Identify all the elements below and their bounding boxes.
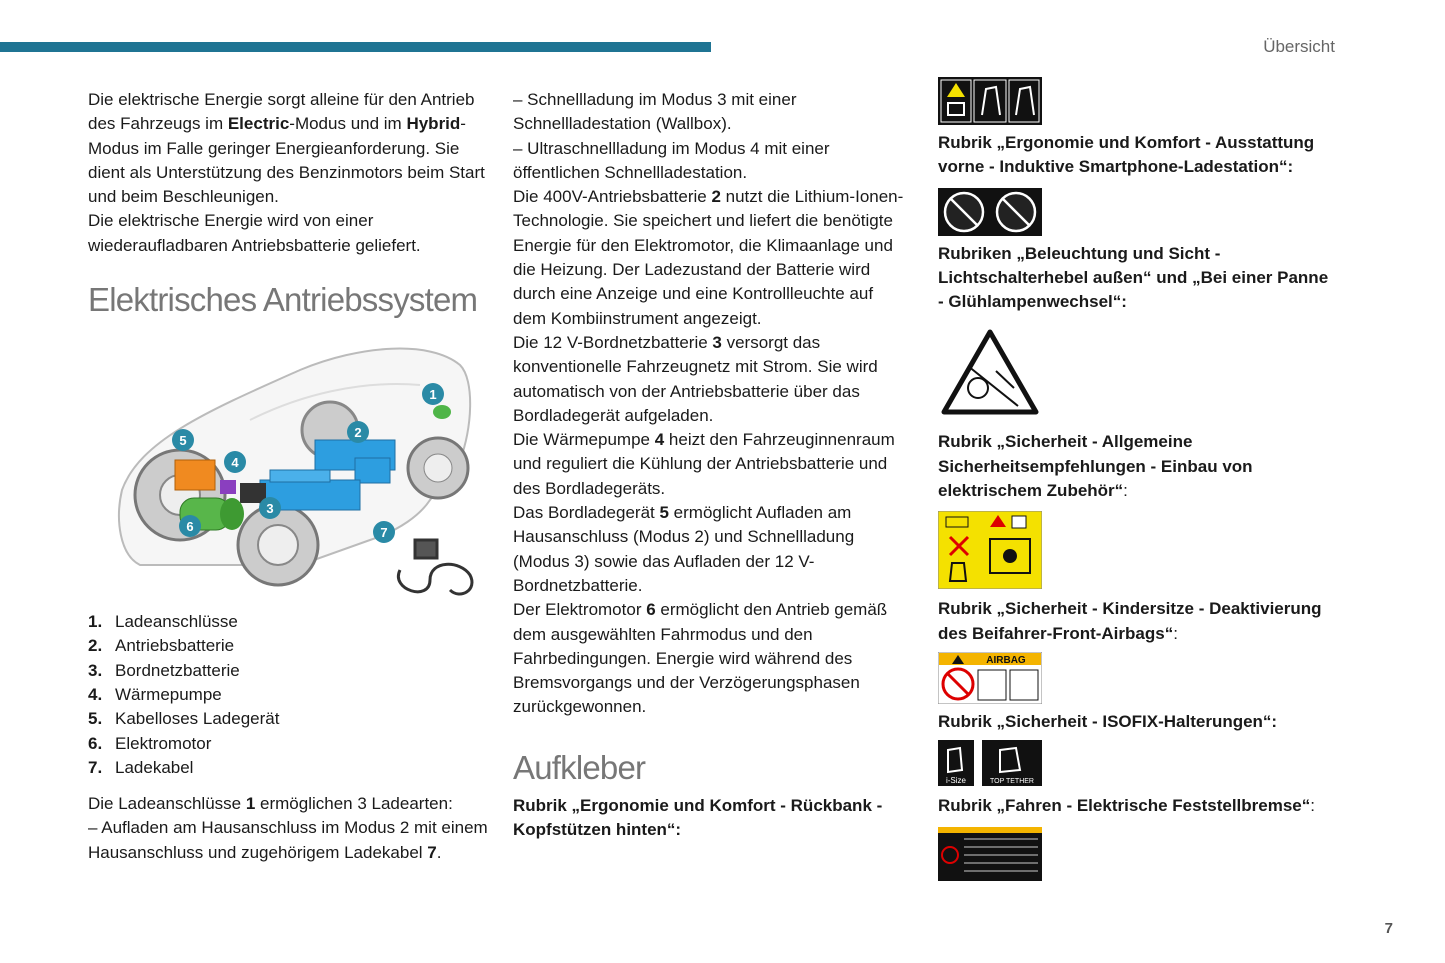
list-item: 7. Ladekabel — [88, 757, 194, 777]
intro-paragraph: Die elektrische Energie sorgt alleine für den Antrieb des Fahrzeugs im Electric-Modus und im Hybrid-Modus im Falle geringer Energieanforderung. Sie dient als Unterstützung des Benzinmotors beim Start und beim Beschleunigen. — [88, 90, 485, 207]
heat-pump-shape — [220, 480, 236, 494]
charging-mode-2: – Aufladen am Hausanschluss im Modus 2 mit einem Hausanschluss und zugehörigem Ladekabel 7. — [88, 818, 488, 862]
sticker-caption-lighting: Rubriken „Beleuchtung und Sicht - Lichtschalterhebel außen“ und „Bei einer Panne - Glühlampenwechsel“: — [938, 243, 1329, 312]
isofix-sticker — [938, 740, 1042, 786]
list-item: 6. Elektromotor — [88, 733, 212, 753]
paragraph-traction-battery: Die 400V-Antriebsbatterie 2 nutzt die Lithium-Ionen-Technologie. Sie speichert und liefert die benötigte Energie für den Elektromotor, die Klimaanlage und die Heizung. Der Ladezustand der Batterie wird durch eine Anzeige und eine Kontrollleuchte auf dem Kombiinstrument angezeigt. — [513, 187, 904, 328]
charge-port-shape — [433, 405, 451, 419]
sticker-caption-rear-headrests: Rubrik „Ergonomie und Komfort - Rückbank - Kopfstützen hinten“: — [513, 795, 883, 840]
paragraph-heat-pump: Die Wärmepumpe 4 heizt den Fahrzeuginnenraum und reguliert die Kühlung der Antriebsbatterie und des Bordladegeräts. — [513, 430, 895, 498]
airbag-label: AIRBAG — [986, 654, 1026, 666]
figure-marker-3: 3 — [266, 501, 274, 517]
page-number: 7 — [1384, 920, 1393, 937]
bulb-heat-warning-sticker — [938, 326, 1042, 422]
service-battery-shape — [240, 483, 266, 503]
list-item: 4. Wärmepumpe — [88, 684, 222, 704]
figure-marker-4: 4 — [231, 455, 239, 471]
charging-cable-shape — [398, 540, 472, 594]
headrest-warning-sticker — [938, 77, 1042, 125]
section-heading-drive-system: Elektrisches Antriebssystem — [88, 281, 478, 319]
no-objects-sticker — [938, 188, 1042, 236]
list-item: 5. Kabelloses Ladegerät — [88, 709, 280, 729]
charging-mode-4: – Ultraschnellladung im Modus 4 mit einer öffentlichen Schnellladestation. — [513, 138, 830, 182]
column-left — [88, 88, 488, 865]
electrical-accessory-warning-sticker — [938, 511, 1042, 589]
section-label: Übersicht — [1263, 37, 1335, 56]
figure-marker-5: 5 — [179, 433, 187, 449]
charging-mode-3: – Schnellladung im Modus 3 mit einer Schnellladestation (Wallbox). — [513, 90, 797, 134]
column-middle — [513, 88, 908, 842]
wheel-front-left-icon — [238, 505, 318, 585]
list-item: 1. Ladeanschlüsse — [88, 612, 238, 632]
column-right — [938, 77, 1338, 881]
component-list — [88, 610, 488, 780]
wheel-front-right-icon — [408, 438, 468, 498]
sticker-caption-parking-brake: Rubrik „Fahren - Elektrische Feststellbremse“: — [938, 796, 1315, 816]
list-item: 3. Bordnetzbatterie — [88, 660, 240, 680]
sticker-caption-electrical-accessories: Rubrik „Sicherheit - Allgemeine Sicherheitsempfehlungen - Einbau von elektrischem Zubehör“: — [938, 432, 1253, 501]
sticker-caption-airbag: Rubrik „Sicherheit - Kindersitze - Deaktivierung des Beifahrer-Front-Airbags“: — [938, 599, 1322, 643]
section-heading-stickers: Aufkleber — [513, 748, 646, 786]
drive-system-illustration — [100, 340, 480, 602]
charging-modes-intro: Die Ladeanschlüsse 1 ermöglichen 3 Ladearten: — [88, 794, 453, 814]
intro-paragraph-2: Die elektrische Energie wird von einer wiederaufladbaren Antriebsbatterie geliefert. — [88, 211, 421, 255]
sticker-caption-smartphone-charger: Rubrik „Ergonomie und Komfort - Ausstattung vorne - Induktive Smartphone-Ladestation“: — [938, 133, 1315, 177]
isize-label: i-Size — [945, 776, 967, 786]
figure-marker-6: 6 — [186, 519, 194, 535]
figure-marker-1: 1 — [429, 387, 437, 403]
sticker-caption-isofix: Rubrik „Sicherheit - ISOFIX-Halterungen“: — [938, 711, 1278, 731]
onboard-charger-shape — [175, 460, 215, 490]
airbag-warning-sticker — [938, 652, 1042, 704]
paragraph-service-battery: Die 12 V-Bordnetzbatterie 3 versorgt das konventionelle Fahrzeugnetz mit Strom. Sie wird automatisch von der Antriebsbatterie über das Bordladegerät aufgeladen. — [513, 332, 878, 425]
parking-brake-sticker — [938, 827, 1042, 881]
top-tether-label: TOP TETHER — [990, 778, 1034, 786]
figure-marker-2: 2 — [354, 425, 362, 441]
paragraph-onboard-charger: Das Bordladegerät 5 ermöglicht Aufladen am Hausanschluss (Modus 2) und Schnellladung (Modus 3) sowie das Aufladen der 12 V-Bordnetzbatterie. — [513, 503, 855, 595]
figure-marker-7: 7 — [380, 525, 388, 541]
header-accent-bar — [0, 42, 711, 52]
list-item: 2. Antriebsbatterie — [88, 636, 235, 656]
paragraph-electric-motor: Der Elektromotor 6 ermöglicht den Antrieb gemäß dem ausgewählten Fahrmodus und den Fahrbedingungen. Energie wird während des Bremsvorgangs und der Verzögerungsphasen zurückgewonnen. — [513, 600, 888, 717]
